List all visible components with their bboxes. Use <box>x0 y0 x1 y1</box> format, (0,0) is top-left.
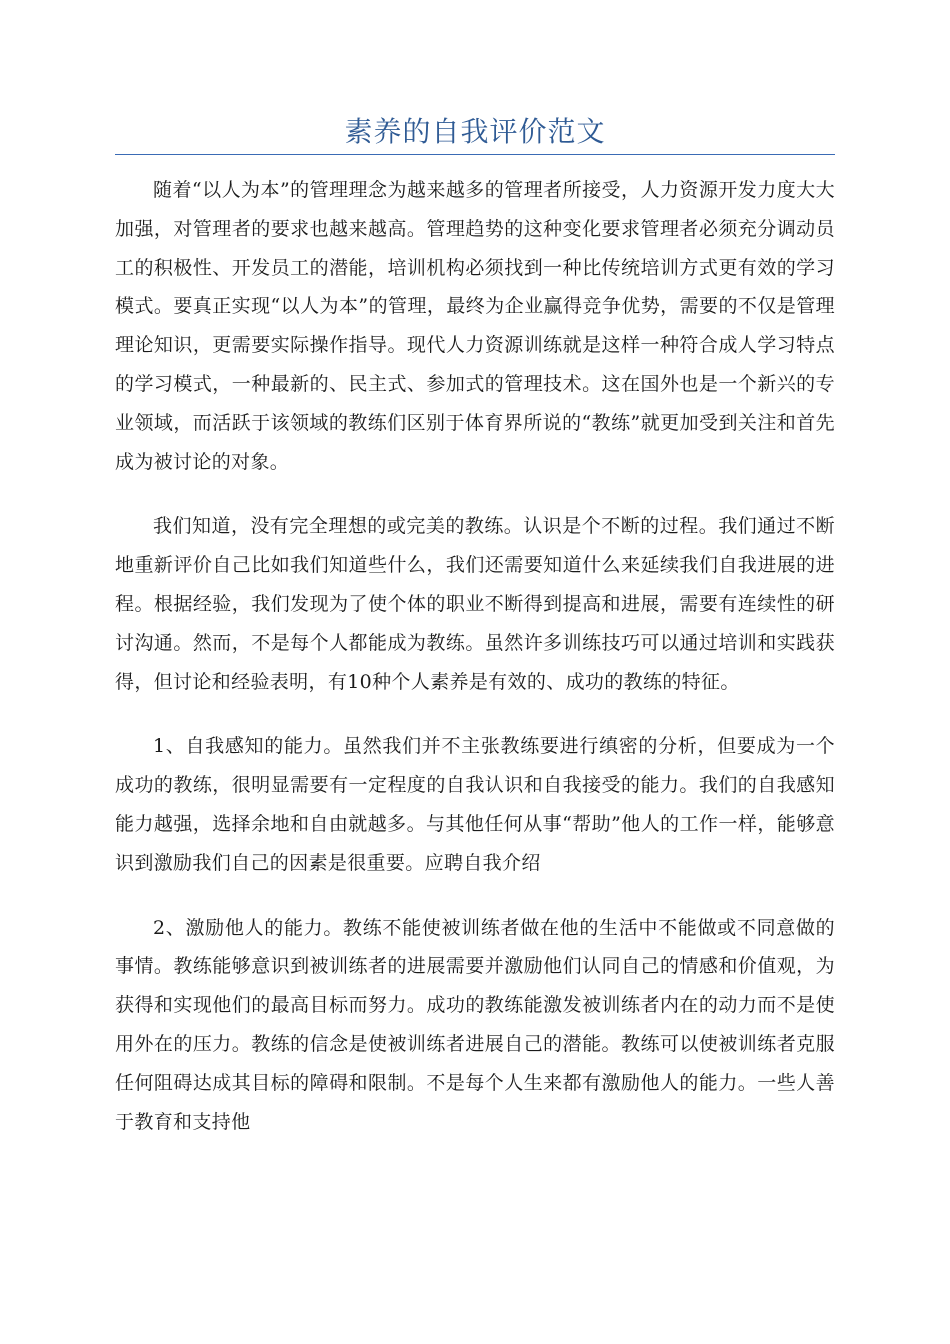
title-underline <box>115 154 835 155</box>
paragraph-1: 随着“以人为本”的管理理念为越来越多的管理者所接受，人力资源开发力度大大加强，对管理者的要求也越来越高。管理趋势的这种变化要求管理者必须充分调动员工的积极性、开发员工的潜能，培训机构必须找到一种比传统培训方式更有效的学习模式。要真正实现“以人为本”的管理，最终为企业赢得竞争优势，需要的不仅是管理理论知识，更需要实际操作指导。现代人力资源训练就是这样一种符合成人学习特点的学习模式，一种最新的、民主式、参加式的管理技术。这在国外也是一个新兴的专业领域，而活跃于该领域的教练们区别于体育界所说的“教练”就更加受到关注和首先成为被讨论的对象。 <box>115 179 835 473</box>
document-body <box>115 171 835 1167</box>
document-title: 素养的自我评价范文 <box>344 115 606 148</box>
paragraph-4: 2、激励他人的能力。教练不能使被训练者做在他的生活中不能做或不同意做的事情。教练能够意识到被训练者的进展需要并激励他们认同自己的情感和价值观，为获得和实现他们的最高目标而努力。成功的教练能激发被训练者内在的动力而不是使用外在的压力。教练的信念是使被训练者进展自己的潜能。教练可以使被训练者克服任何阻碍达成其目标的障碍和限制。不是每个人生来都有激励他人的能力。一些人善于教育和支持他 <box>115 916 835 1133</box>
paragraph-2: 我们知道，没有完全理想的或完美的教练。认识是个不断的过程。我们通过不断地重新评价自己比如我们知道些什么，我们还需要知道什么来延续我们自我进展的进程。根据经验，我们发现为了使个体的职业不断得到提高和进展，需要有连续性的研讨沟通。然而，不是每个人都能成为教练。虽然许多训练技巧可以通过培训和实践获得，但讨论和经验表明，有10种个人素养是有效的、成功的教练的特征。 <box>115 515 835 693</box>
paragraph-3: 1、自我感知的能力。虽然我们并不主张教练要进行缜密的分析，但要成为一个成功的教练，很明显需要有一定程度的自我认识和自我接受的能力。我们的自我感知能力越强，选择余地和自由就越多。与其他任何从事“帮助”他人的工作一样，能够意识到激励我们自己的因素是很重要。应聘自我介绍 <box>115 735 835 874</box>
